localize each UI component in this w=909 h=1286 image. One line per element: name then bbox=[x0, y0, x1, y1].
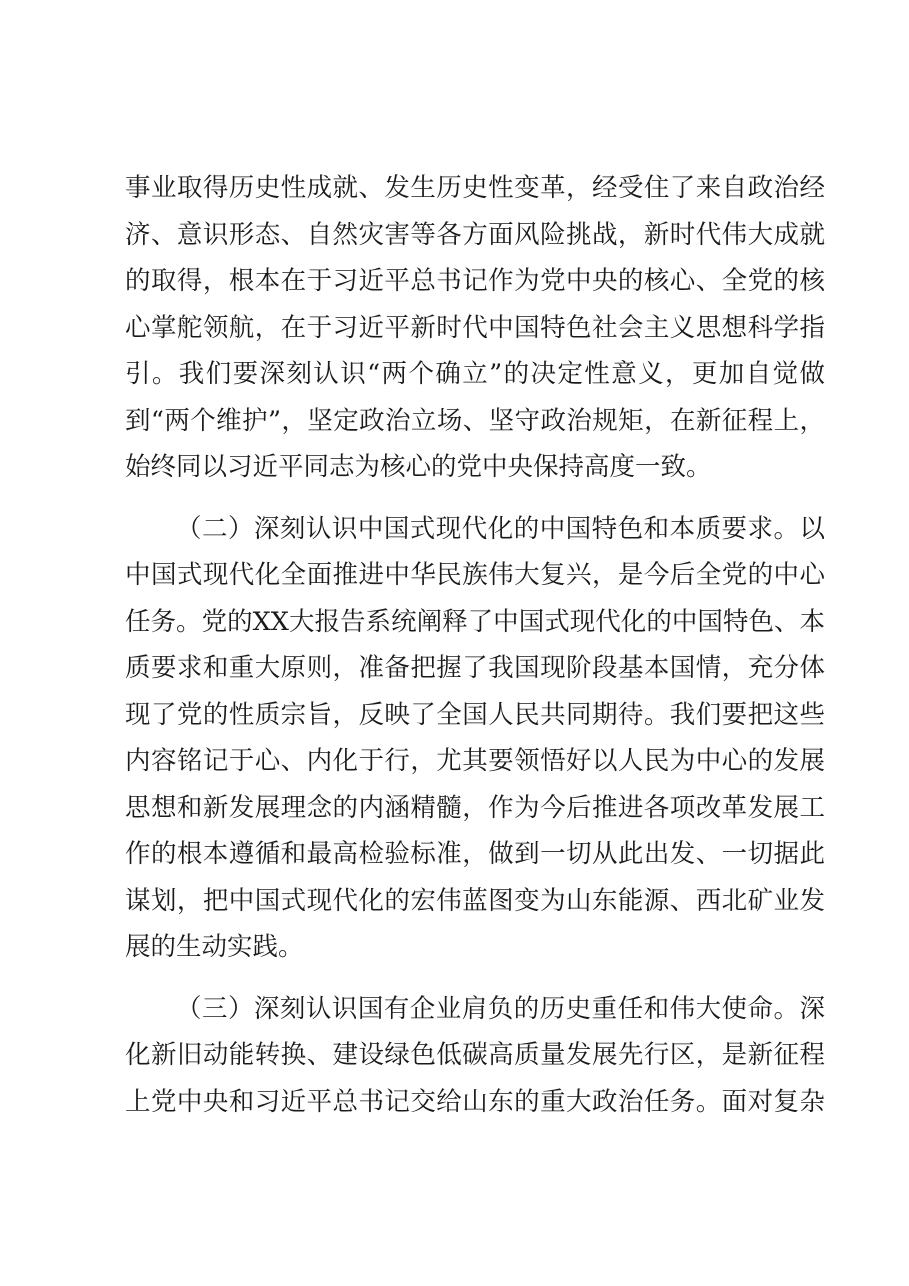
text-line: 中国式现代化全面推进中华民族伟大复兴，是今后全党的中心 bbox=[125, 560, 825, 590]
text-line: 到“两个维护”，坚定政治立场、坚守政治规矩，在新征程上， bbox=[125, 405, 825, 436]
text-line: 化新旧动能转换、建设绿色低碳高质量发展先行区，是新征程 bbox=[125, 1040, 825, 1070]
paragraph-3 bbox=[125, 986, 825, 1126]
text-line: 展的生动实践。 bbox=[125, 932, 304, 962]
text-line: 的取得，根本在于习近平总书记作为党中央的核心、全党的核 bbox=[125, 266, 825, 296]
text-line: 质要求和重大原则，准备把握了我国现阶段基本国情，充分体 bbox=[125, 653, 825, 683]
text-line: 上党中央和习近平总书记交给山东的重大政治任务。面对复杂 bbox=[125, 1086, 825, 1117]
document-body bbox=[125, 165, 825, 1125]
text-line: 思想和新发展理念的内涵精髓，作为今后推进各项改革发展工 bbox=[125, 792, 825, 823]
text-line: 任务。党的XX大报告系统阐释了中国式现代化的中国特色、本 bbox=[125, 606, 825, 637]
text-line: 引。我们要深刻认识“两个确立”的决定性意义，更加自觉做 bbox=[125, 359, 825, 389]
section-heading-line: （三）深刻认识国有企业肩负的历史重任和伟大使命。深 bbox=[176, 993, 825, 1024]
text-line: 内容铭记于心、内化于行，尤其要领悟好以人民为中心的发展 bbox=[125, 746, 825, 776]
text-line: 作的根本遵循和最高检验标准，做到一切从此出发、一切据此 bbox=[125, 839, 825, 869]
paragraph-spacer bbox=[125, 491, 825, 506]
paragraph-spacer bbox=[125, 971, 825, 986]
paragraph-1 bbox=[125, 165, 825, 491]
text-line: 事业取得历史性成就、发生历史性变革，经受住了来自政治经 bbox=[125, 173, 825, 203]
section-heading-line: （二）深刻认识中国式现代化的中国特色和本质要求。以 bbox=[176, 513, 825, 544]
paragraph-2 bbox=[125, 506, 825, 971]
text-line: 始终同以习近平同志为核心的党中央保持高度一致。 bbox=[125, 452, 712, 482]
text-line: 现了党的性质宗旨，反映了全国人民共同期待。我们要把这些 bbox=[125, 699, 825, 730]
text-line: 谋划，把中国式现代化的宏伟蓝图变为山东能源、西北矿业发 bbox=[125, 885, 825, 916]
text-line: 济、意识形态、自然灾害等各方面风险挑战，新时代伟大成就 bbox=[125, 219, 825, 250]
text-line: 心掌舵领航，在于习近平新时代中国特色社会主义思想科学指 bbox=[125, 312, 825, 343]
